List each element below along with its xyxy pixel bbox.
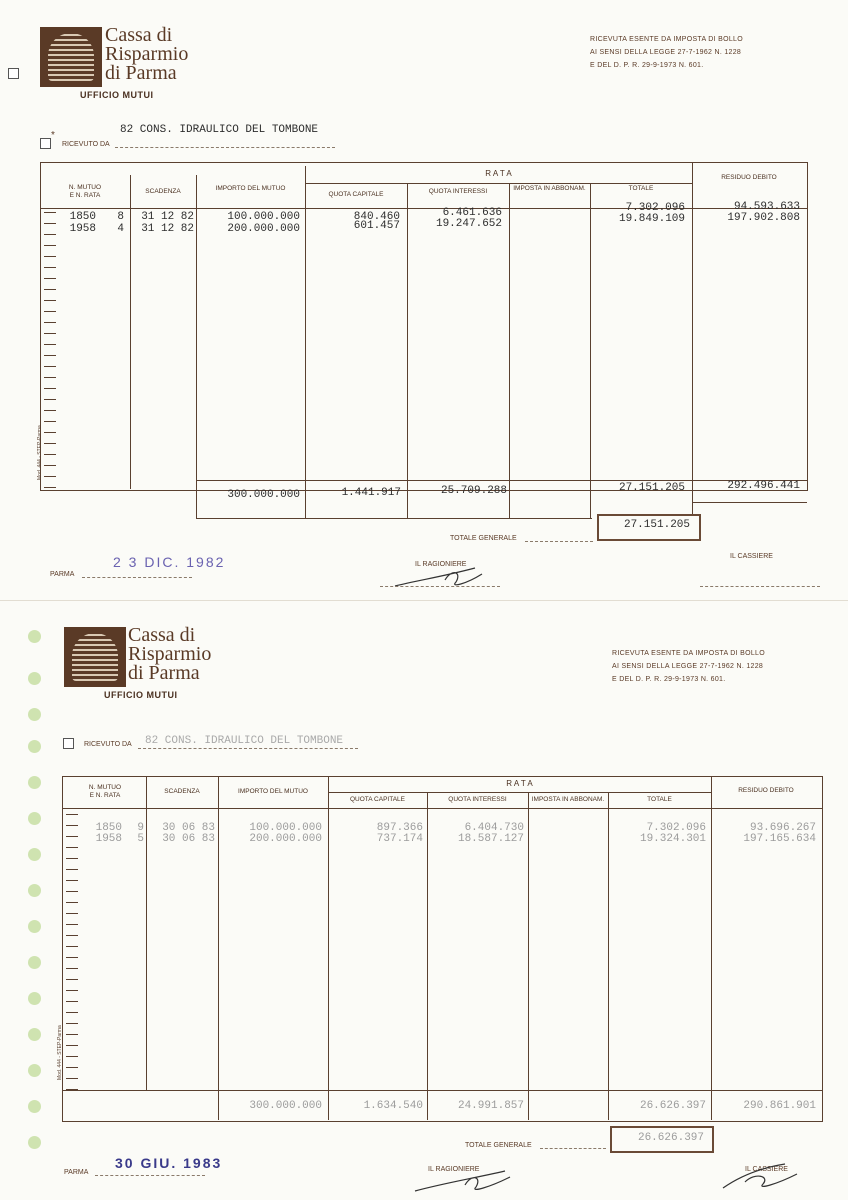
header-rata: R A T A	[485, 169, 512, 178]
office-label: UFFICIO MUTUI	[80, 90, 154, 100]
total-totale: 26.626.397	[639, 1100, 706, 1112]
total-quota-interessi: 24.991.857	[457, 1100, 524, 1112]
scadenza-cell: 30 06 83	[162, 833, 215, 845]
receipt-1	[0, 0, 848, 590]
header-totale: TOTALE	[647, 796, 672, 803]
importo-cell: 200.000.000	[227, 223, 300, 235]
header-n-mutuo: N. MUTUO E N. RATA	[88, 784, 122, 799]
date-stamp: 30 GIU. 1983	[115, 1155, 223, 1171]
stamp-exemption-note: RICEVUTA ESENTE DA IMPOSTA DI BOLLO AI SENSI DELLA LEGGE 27-7-1962 N. 1228 E DEL D. P. R. 29-9-1973 N. 601.	[590, 36, 743, 69]
totale-generale-value: 26.626.397	[637, 1132, 704, 1144]
receipt-2	[0, 610, 848, 1200]
asterisk: *	[51, 130, 55, 141]
bank-name: Cassa di Risparmio di Parma	[128, 624, 212, 684]
form-code: Mod. 444 - STEP-Parma	[57, 1025, 63, 1080]
header-residuo: RESIDUO DEBITO	[738, 787, 794, 794]
rata-cell: 5	[137, 833, 144, 845]
residuo-cell: 197.902.808	[727, 212, 800, 224]
scadenza-cell: 30 06 83	[162, 822, 215, 834]
quota-interessi-cell: 6.404.730	[464, 822, 524, 834]
totale-generale-label: TOTALE GENERALE	[450, 535, 517, 542]
quota-interessi-cell: 18.587.127	[457, 833, 524, 845]
form-code: Mod. 444 - STEP-Parma	[37, 425, 43, 480]
payer-checkbox[interactable]	[63, 738, 74, 749]
ragioniere-signature	[410, 1165, 520, 1195]
stamp-exemption-note: RICEVUTA ESENTE DA IMPOSTA DI BOLLO AI SENSI DELLA LEGGE 27-7-1962 N. 1228 E DEL D. P. R. 29-9-1973 N. 601.	[612, 650, 765, 683]
rata-cell: 8	[117, 211, 124, 223]
quota-capitale-cell: 897.366	[376, 822, 423, 834]
totale-generale-label: TOTALE GENERALE	[465, 1142, 532, 1149]
header-quota-interessi: QUOTA INTERESSI	[428, 188, 488, 195]
total-quota-capitale: 1.634.540	[363, 1100, 423, 1112]
payer-line	[115, 147, 335, 148]
rata-cell: 9	[137, 822, 144, 834]
header-quota-capitale: QUOTA CAPITALE	[328, 191, 384, 198]
header-importo: IMPORTO DEL MUTUO	[215, 185, 286, 192]
header-residuo: RESIDUO DEBITO	[721, 174, 777, 181]
bank-name: Cassa di Risparmio di Parma	[105, 24, 189, 84]
total-residuo: 292.496.441	[727, 480, 800, 492]
mutuo-cell: 1850	[95, 822, 122, 834]
header-imposta: IMPOSTA IN ABBONAM.	[531, 796, 605, 803]
mutuo-cell: 1958	[69, 223, 96, 235]
quota-interessi-cell: 19.247.652	[435, 218, 502, 230]
header-scadenza: SCADENZA	[164, 788, 200, 795]
mutuo-cell: 1850	[69, 211, 96, 223]
mutuo-cell: 1958	[95, 833, 122, 845]
totale-cell: 19.849.109	[618, 213, 685, 225]
bank-logo	[40, 27, 102, 87]
header-quota-capitale: QUOTA CAPITALE	[349, 796, 406, 803]
total-quota-capitale: 1.441.917	[341, 487, 401, 499]
totale-generale-value: 27.151.205	[623, 519, 690, 531]
header-imposta: IMPOSTA IN ABBONAM.	[513, 185, 586, 192]
residuo-cell: 197.165.634	[743, 833, 816, 845]
importo-cell: 200.000.000	[249, 833, 322, 845]
ragioniere-label: IL RAGIONIERE	[415, 561, 467, 568]
rata-cell: 4	[117, 223, 124, 235]
payer-checkbox[interactable]	[40, 138, 51, 149]
total-totale: 27.151.205	[618, 482, 685, 494]
quota-capitale-cell: 840.460	[353, 211, 400, 223]
ragioniere-label: IL RAGIONIERE	[428, 1166, 480, 1173]
header-quota-interessi: QUOTA INTERESSI	[448, 796, 507, 803]
margin-checkbox[interactable]	[8, 68, 19, 79]
importo-cell: 100.000.000	[227, 211, 300, 223]
residuo-cell: 93.696.267	[749, 822, 816, 834]
cassiere-label: IL CASSIERE	[730, 553, 773, 560]
totale-cell: 7.302.096	[625, 202, 685, 214]
row-ticks	[66, 814, 78, 1090]
parma-label: PARMA	[50, 571, 75, 578]
totale-cell: 7.302.096	[646, 822, 706, 834]
total-importo: 300.000.000	[227, 489, 300, 501]
totale-cell: 19.324.301	[639, 833, 706, 845]
header-n-mutuo: N. MUTUO E N. RATA	[68, 184, 102, 199]
header-rata: R A T A	[506, 779, 533, 788]
quota-capitale-cell: 737.174	[376, 833, 423, 845]
cassiere-signature	[715, 1160, 805, 1192]
date-stamp: 2 3 DIC. 1982	[113, 554, 226, 570]
header-totale: TOTALE	[628, 185, 654, 192]
office-label: UFFICIO MUTUI	[104, 690, 178, 700]
header-scadenza: SCADENZA	[145, 188, 181, 195]
importo-cell: 100.000.000	[249, 822, 322, 834]
cassiere-label: IL CASSIERE	[745, 1166, 788, 1173]
total-residuo: 290.861.901	[743, 1100, 816, 1112]
sheet-divider	[0, 600, 848, 601]
payer-name: 82 CONS. IDRAULICO DEL TOMBONE	[145, 735, 344, 747]
payer-name: 82 CONS. IDRAULICO DEL TOMBONE	[120, 124, 319, 136]
scadenza-cell: 31 12 82	[141, 211, 194, 223]
received-from-label: RICEVUTO DA	[84, 741, 132, 748]
row-ticks	[44, 212, 56, 492]
quota-capitale-cell: 601.457	[353, 220, 400, 232]
quota-interessi-cell: 6.461.636	[442, 207, 502, 219]
total-quota-interessi: 25.709.288	[440, 485, 507, 497]
received-from-label: RICEVUTO DA	[62, 141, 110, 148]
bank-logo	[64, 627, 126, 687]
parma-label: PARMA	[64, 1169, 89, 1176]
header-importo: IMPORTO DEL MUTUO	[238, 788, 308, 795]
scadenza-cell: 31 12 82	[141, 223, 194, 235]
residuo-cell: 94.593.633	[733, 201, 800, 213]
total-importo: 300.000.000	[249, 1100, 322, 1112]
